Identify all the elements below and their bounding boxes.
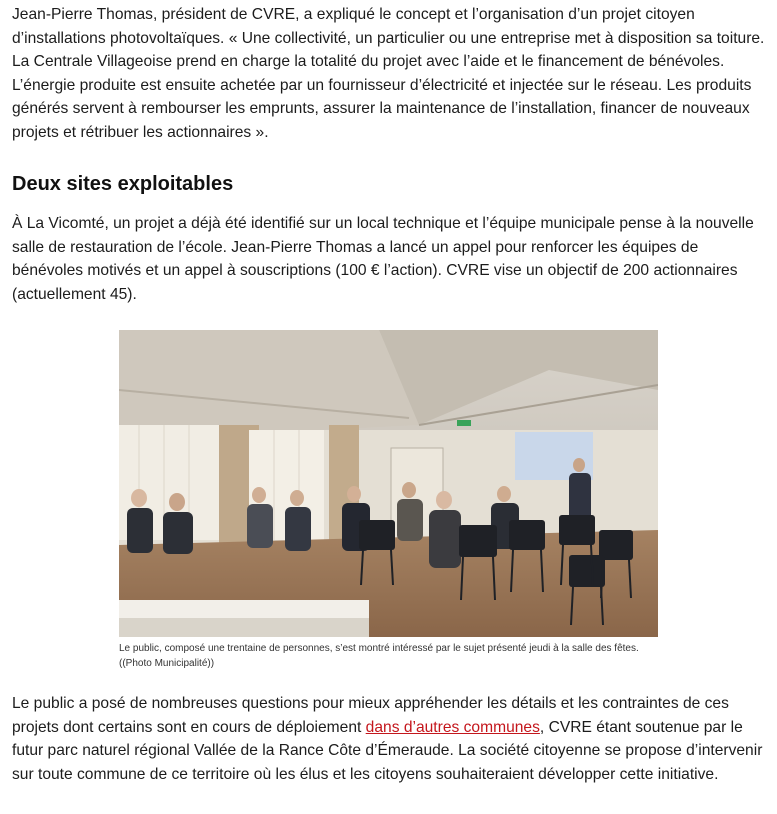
photo-caption: Le public, composé une trentaine de personnes, s’est montré intéressé par le sujet présenté jeudi à la salle des fêtes. ((Photo Municipalité)) [119,643,639,669]
closing-text-end: , CVRE étant soutenue par le futur parc naturel régional Vallée de la Rance Côte d’Émeraude. La société citoyenne se propose d’intervenir sur toute commune de ce territoire où les élus et les citoyens souhaiteraient développer cette initiative. [12,718,763,783]
closing-paragraph [12,692,772,786]
article-figure [119,330,658,671]
sites-paragraph: À La Vicomté, un projet a déjà été identifié sur un local technique et l’équipe municipale pense à la nouvelle salle de restauration de l’école. Jean-Pierre Thomas a lancé un appel pour renforcer les équipes de bénévoles motivés et un appel à souscriptions (100 € l’action). CVRE vise un objectif de 200 actionnaires (actuellement 45). [12,215,754,303]
other-communes-link[interactable]: dans d’autres communes [365,718,540,736]
intro-paragraph: Jean-Pierre Thomas, président de CVRE, a expliqué le concept et l’organisation d’un projet citoyen d’installations photovoltaïques. « Une collectivité, un particulier ou une entreprise met à disposition sa toiture. La Centrale Villageoise prend en charge la totalité du projet avec l’aide et le financement de bénévoles. L’énergie produite est ensuite achetée par un fournisseur d’électricité et injectée sur le réseau. Les produits générés servent à rembourser les emprunts, assurer la maintenance de l’installation, financer de nouveaux projets et rétribuer les actionnaires ». [12,6,765,141]
meeting-photo [119,330,658,637]
closing-text-start: Le public a posé de nombreuses questions pour mieux appréhender les détails et les contraintes de ces projets dont certains sont en cours de déploiement [12,695,729,736]
section-heading: Deux sites exploitables [12,173,234,195]
